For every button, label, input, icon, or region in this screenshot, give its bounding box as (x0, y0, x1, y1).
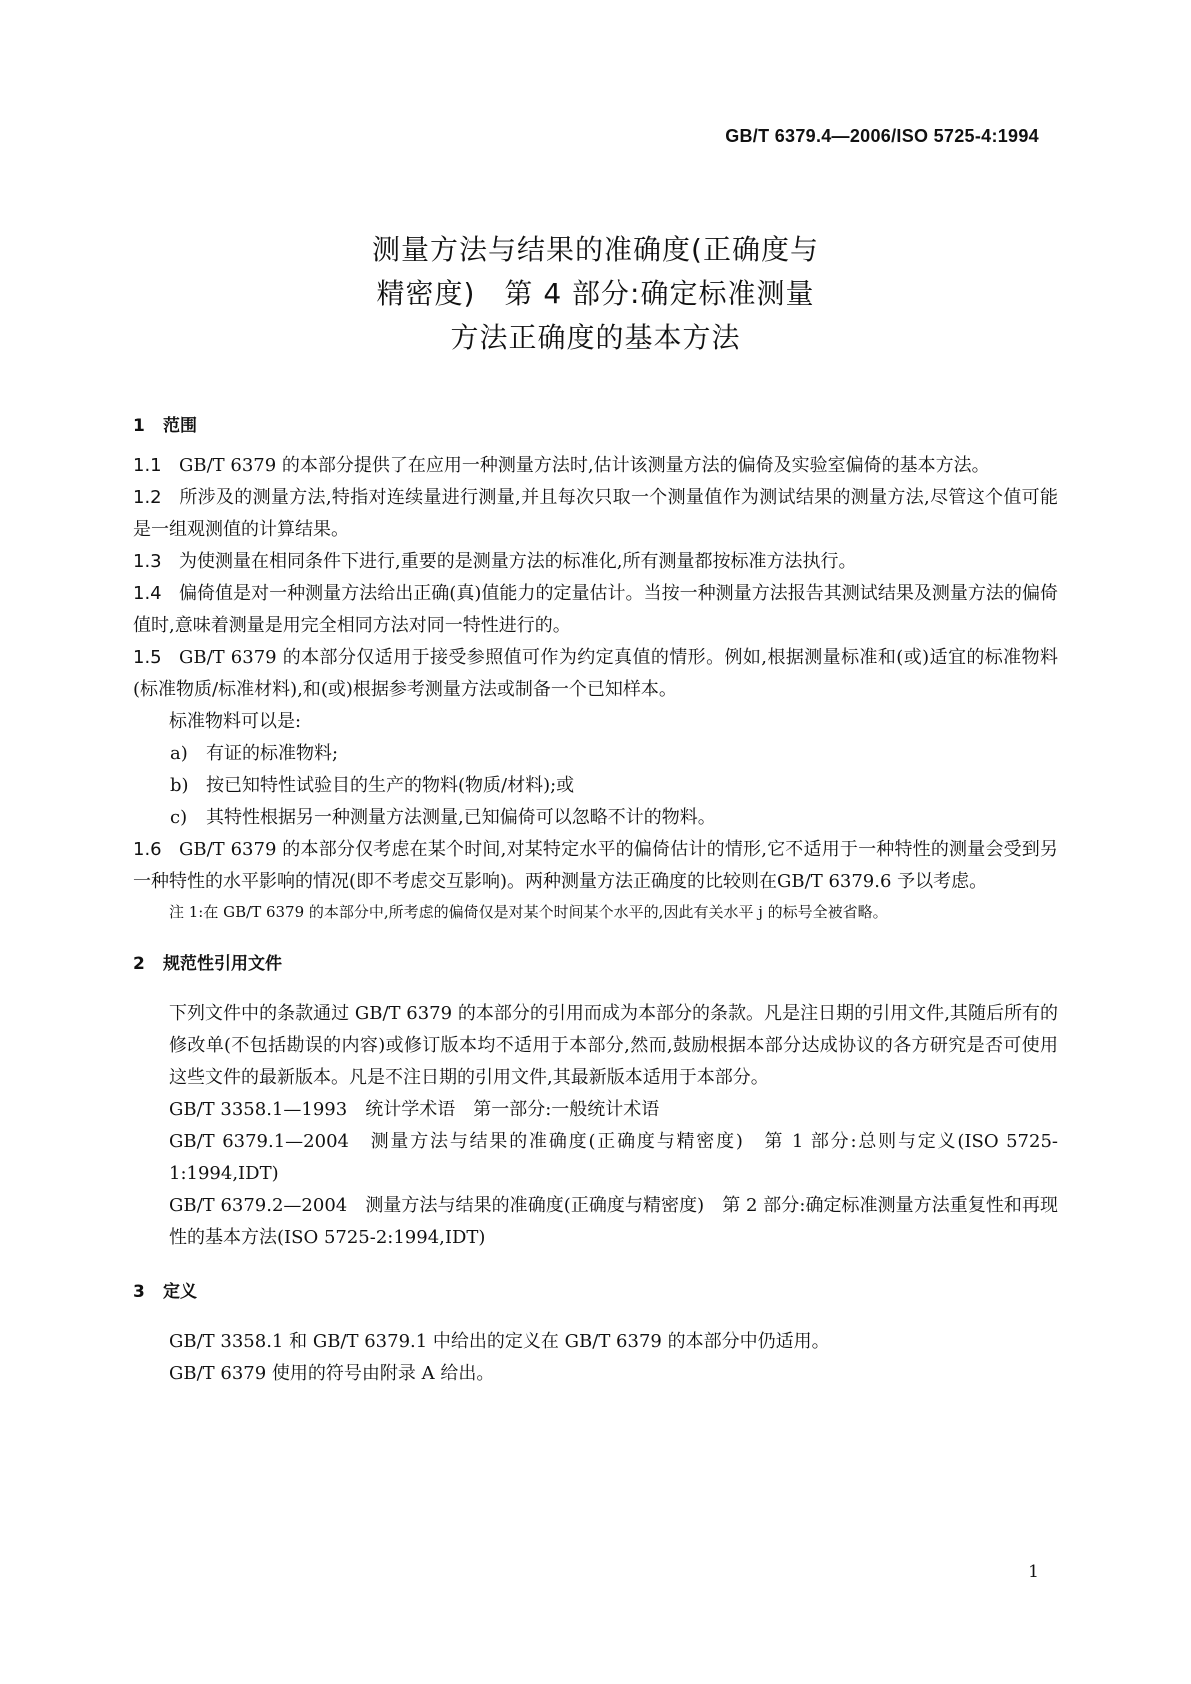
clause-text: 所涉及的测量方法,特指对连续量进行测量,并且每次只取一个测量值作为测试结果的测量方法,尽管这个值可能是一组观测值的计算结果。 (133, 487, 1058, 540)
clause-number: 1.4 (133, 583, 162, 604)
title-line-1: 测量方法与结果的准确度(正确度与 (372, 233, 819, 266)
definition-paragraph: GB/T 6379 使用的符号由附录 A 给出。 (169, 1363, 495, 1384)
clause-text: GB/T 6379 的本部分仅考虑在某个时间,对某特定水平的偏倚估计的情形,它不适用于一种特性的测量会受到另一种特性的水平影响的情况(即不考虑交互影响)。两种测量方法正确度的比较则在GB/T 6379.6 予以考虑。 (133, 839, 1058, 892)
clause-1-3 (133, 546, 1058, 578)
list-item (133, 802, 1058, 834)
clause-number: 1.6 (133, 839, 162, 860)
definition-paragraph: GB/T 3358.1 和 GB/T 6379.1 中给出的定义在 GB/T 6379 的本部分中仍适用。 (169, 1331, 830, 1352)
section-title: 规范性引用文件 (163, 954, 282, 974)
list-text: 其特性根据另一种测量方法测量,已知偏倚可以忽略不计的物料。 (206, 807, 716, 828)
section-1-heading (133, 410, 1058, 438)
title-line-2: 精密度) 第 4 部分:确定标准测量 (376, 277, 815, 310)
list-item (133, 738, 1058, 770)
clause-1-6 (133, 834, 1058, 898)
clause-1-2 (133, 482, 1058, 546)
clause-number: 1.1 (133, 455, 162, 476)
list-text: 按已知特性试验目的生产的物料(物质/材料);或 (206, 775, 575, 796)
clause-1-5 (133, 642, 1058, 706)
clause-1-1 (133, 450, 1058, 482)
clause-text: 偏倚值是对一种测量方法给出正确(真)值能力的定量估计。当按一种测量方法报告其测试结果及测量方法的偏倚值时,意味着测量是用完全相同方法对同一特性进行的。 (133, 583, 1058, 636)
section-title: 定义 (163, 1282, 197, 1302)
document-title (0, 228, 1191, 360)
clause-number: 1.5 (133, 647, 162, 668)
list-text: 有证的标准物料; (206, 743, 339, 764)
reference-item: GB/T 6379.1—2004 测量方法与结果的准确度(正确度与精密度) 第 1 部分:总则与定义(ISO 5725-1:1994,IDT) (169, 1131, 1058, 1184)
clause-text: GB/T 6379 的本部分提供了在应用一种测量方法时,估计该测量方法的偏倚及实验室偏倚的基本方法。 (179, 455, 990, 476)
clause-text: 为使测量在相同条件下进行,重要的是测量方法的标准化,所有测量都按标准方法执行。 (179, 551, 857, 572)
list-marker: b) (170, 775, 189, 796)
standard-code: GB/T 6379.4—2006/ISO 5725-4:1994 (725, 126, 1039, 146)
section-3-heading (133, 1276, 1058, 1304)
note-1: 注 1:在 GB/T 6379 的本部分中,所考虑的偏倚仅是对某个时间某个水平的,因此有关水平 j 的标号全被省略。 (169, 903, 888, 921)
section-number: 3 (133, 1282, 145, 1302)
reference-item: GB/T 3358.1—1993 统计学术语 第一部分:一般统计术语 (169, 1099, 660, 1120)
section-title: 范围 (163, 416, 197, 436)
clause-number: 1.2 (133, 487, 162, 508)
clause-text: GB/T 6379 的本部分仅适用于接受参照值可作为约定真值的情形。例如,根据测量标准和(或)适宜的标准物料(标准物质/标准材料),和(或)根据参考测量方法或制备一个已知样本。 (133, 647, 1058, 700)
section-number: 2 (133, 954, 145, 974)
reference-item: GB/T 6379.2—2004 测量方法与结果的准确度(正确度与精密度) 第 2 部分:确定标准测量方法重复性和再现性的基本方法(ISO 5725-2:1994,IDT) (169, 1195, 1058, 1248)
section-2-heading (133, 948, 1058, 976)
page-number: 1 (1028, 1562, 1039, 1582)
materials-intro: 标准物料可以是: (169, 711, 302, 732)
clause-1-4 (133, 578, 1058, 642)
section-2-intro: 下列文件中的条款通过 GB/T 6379 的本部分的引用而成为本部分的条款。凡是注日期的引用文件,其随后所有的修改单(不包括勘误的内容)或修订版本均不适用于本部分,然而,鼓励根据本部分达成协议的各方研究是否可使用这些文件的最新版本。凡是不注日期的引用文件,其最新版本适用于本部分。 (169, 1003, 1058, 1088)
list-marker: a) (170, 743, 188, 764)
section-number: 1 (133, 416, 145, 436)
document-body (133, 410, 1058, 1390)
title-line-3: 方法正确度的基本方法 (450, 321, 741, 354)
list-item (133, 770, 1058, 802)
clause-number: 1.3 (133, 551, 162, 572)
list-marker: c) (170, 807, 188, 828)
